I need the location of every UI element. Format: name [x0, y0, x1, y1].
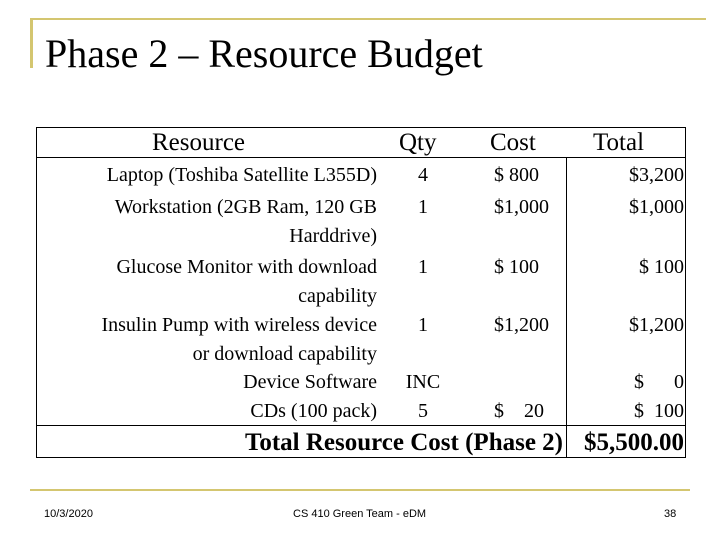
total-value-cell: $ 100: [634, 400, 684, 422]
qty-value: 5: [418, 400, 428, 422]
qty-value: 1: [418, 256, 428, 278]
header-qty: Qty: [399, 129, 437, 156]
frame-vertical-accent: [30, 18, 33, 68]
resource-name: Laptop (Toshiba Satellite L355D): [106, 164, 377, 186]
header-resource: Resource: [152, 129, 246, 156]
total-cost-value: $5,500.00: [584, 429, 684, 456]
slide-title: Phase 2 – Resource Budget: [45, 31, 483, 76]
total-value-cell: $3,200: [629, 164, 684, 186]
resource-name: Insulin Pump with wireless device: [101, 314, 377, 336]
footer-divider: [30, 489, 690, 491]
cost-value: $ 20: [494, 400, 544, 422]
total-value-cell: $ 100: [639, 256, 684, 278]
qty-value: 1: [418, 314, 428, 336]
total-column-divider: [566, 157, 567, 458]
page-number: 38: [664, 508, 677, 520]
resource-name-continued: capability: [298, 285, 377, 307]
resource-name: Device Software: [243, 371, 377, 393]
resource-name: Workstation (2GB Ram, 120 GB: [114, 196, 377, 218]
qty-value: 1: [418, 196, 428, 218]
footer-center-text: CS 410 Green Team - eDM: [293, 508, 427, 520]
resource-name-continued: Harddrive): [289, 225, 377, 247]
qty-value: 4: [418, 164, 428, 186]
cost-value: $ 100: [494, 256, 539, 278]
header-total: Total: [593, 129, 645, 156]
resource-name: CDs (100 pack): [250, 400, 377, 422]
total-value-cell: $ 0: [634, 371, 684, 393]
total-value-cell: $1,200: [629, 314, 684, 336]
total-value-cell: $1,000: [629, 196, 684, 218]
header-cost: Cost: [490, 129, 536, 156]
resource-name-continued: or download capability: [192, 343, 377, 365]
cost-value: $1,200: [494, 314, 549, 336]
header-divider: [36, 157, 686, 158]
frame-horizontal-accent: [30, 18, 706, 20]
resource-name: Glucose Monitor with download: [116, 256, 377, 278]
total-cost-label: Total Resource Cost (Phase 2): [244, 429, 563, 456]
cost-value: $1,000: [494, 196, 549, 218]
cost-value: $ 800: [494, 164, 539, 186]
footer-date: 10/3/2020: [44, 508, 93, 520]
qty-value: INC: [405, 371, 441, 393]
